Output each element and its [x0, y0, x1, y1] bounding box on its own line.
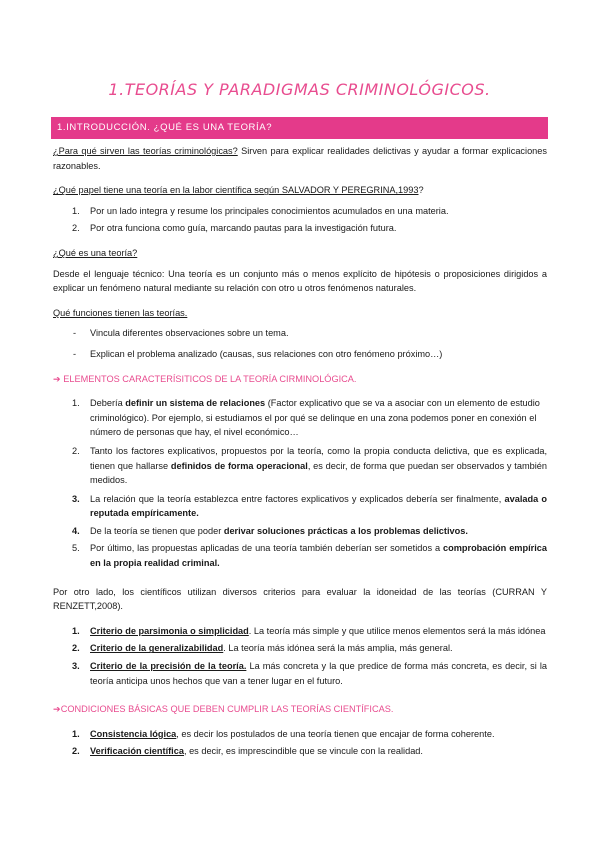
document-body	[53, 144, 547, 759]
criteria-list	[53, 624, 547, 688]
paragraph-purpose: ¿Para qué sirven las teorías criminológicas? Sirven para explicar realidades delictivas y ayudar a formar explicaciones razonables.	[53, 146, 547, 171]
conditions-list	[53, 727, 547, 759]
paragraph-role: ¿Qué papel tiene una teoría en la labor científica según SALVADOR Y PEREGRINA,1993?	[53, 185, 424, 196]
heading-functions: Qué funciones tienen las teorías.	[53, 307, 188, 318]
section-heading-elements: ➔ ELEMENTOS CARACTERÍSITICOS DE LA TEORÍA CIRMINOLÓGICA.	[53, 373, 357, 384]
list-item: 2. Tanto los factores explicativos, propuestos por la teoría, como la propia conducta delictiva, que es explicada, tienen que hallarse definidos de forma operacional, es decir, de forma que puedan ser observados y también medidos.	[72, 445, 547, 486]
list-item: 2. Criterio de la generalizabilidad. La teoría más idónea será la más amplia, más general.	[72, 643, 453, 654]
list-item: 1. Por un lado integra y resume los principales conocimientos acumulados en una materia.	[72, 205, 449, 216]
functions-list	[53, 326, 547, 361]
list-item: 2. Por otra funciona como guía, marcando pautas para la investigación futura.	[72, 223, 397, 234]
list-item: 3. Criterio de la precisión de la teoría. La más concreta y la que predice de forma más concreta, es decir, si la teoría anticipa unos hechos que van a tener lugar en el futuro.	[72, 661, 547, 686]
paragraph-definition: Desde el lenguaje técnico: Una teoría es un conjunto más o menos explícito de hipótesis o proposiciones dirigidos a explicar un fenómeno natural mediante su relación con otro u otros fenómenos naturales.	[53, 268, 547, 294]
page-title: 1.TEORÍAS Y PARADIGMAS CRIMINOLÓGICOS.	[108, 80, 491, 99]
list-item: 5. Por último, las propuestas aplicadas de una teoría también deberían ser sometidos a comprobación empírica en la propia realidad criminal.	[72, 543, 547, 569]
list-item: 1. Criterio de parsimonia o simplicidad. La teoría más simple y que utilice menos elementos será la más idónea	[72, 625, 546, 636]
heading-what-is-theory: ¿Qué es una teoría?	[53, 247, 138, 258]
list-item: 3. La relación que la teoría establezca entre factores explicativos y explicados debería ser finalmente, avalada o reputada empíricamente.	[72, 493, 547, 519]
list-item: 1. Consistencia lógica, es decir los postulados de una teoría tienen que encajar de forma coherente.	[72, 728, 495, 739]
list-item: - Vincula diferentes observaciones sobre un tema.	[73, 328, 289, 339]
list-item: 4. De la teoría se tienen que poder derivar soluciones prácticas a los problemas delictivos.	[72, 525, 468, 536]
list-item: 1. Debería definir un sistema de relaciones (Factor explicativo que se va a asociar con un elemento de estudio criminológico). Por ejemplo, si estudiamos el por qué se delinque en una zona podemos poner en conexión el número de personas que hay, el nivel económico…	[72, 398, 540, 438]
role-list	[53, 204, 547, 236]
elements-list	[53, 396, 547, 571]
section-heading-conditions: ➔CONDICIONES BÁSICAS QUE DEBEN CUMPLIR LAS TEORÍAS CIENTÍFICAS.	[53, 704, 394, 715]
question-role: ¿Qué papel tiene una teoría en la labor científica según SALVADOR Y PEREGRINA,1993	[53, 185, 419, 196]
section-banner: 1.INTRODUCCIÓN. ¿QUÉ ES UNA TEORÍA?	[51, 117, 548, 139]
list-item: 2. Verificación científica, es decir, es imprescindible que se vincule con la realidad.	[72, 746, 423, 757]
question-purpose: ¿Para qué sirven las teorías criminológicas?	[53, 146, 238, 156]
paragraph-criteria-intro: Por otro lado, los científicos utilizan diversos criterios para evaluar la idoneidad de las teorías (CURRAN Y RENZETT,2008).	[53, 586, 547, 612]
list-item: - Explican el problema analizado (causas, sus relaciones con otro fenómeno próximo…)	[73, 348, 443, 359]
